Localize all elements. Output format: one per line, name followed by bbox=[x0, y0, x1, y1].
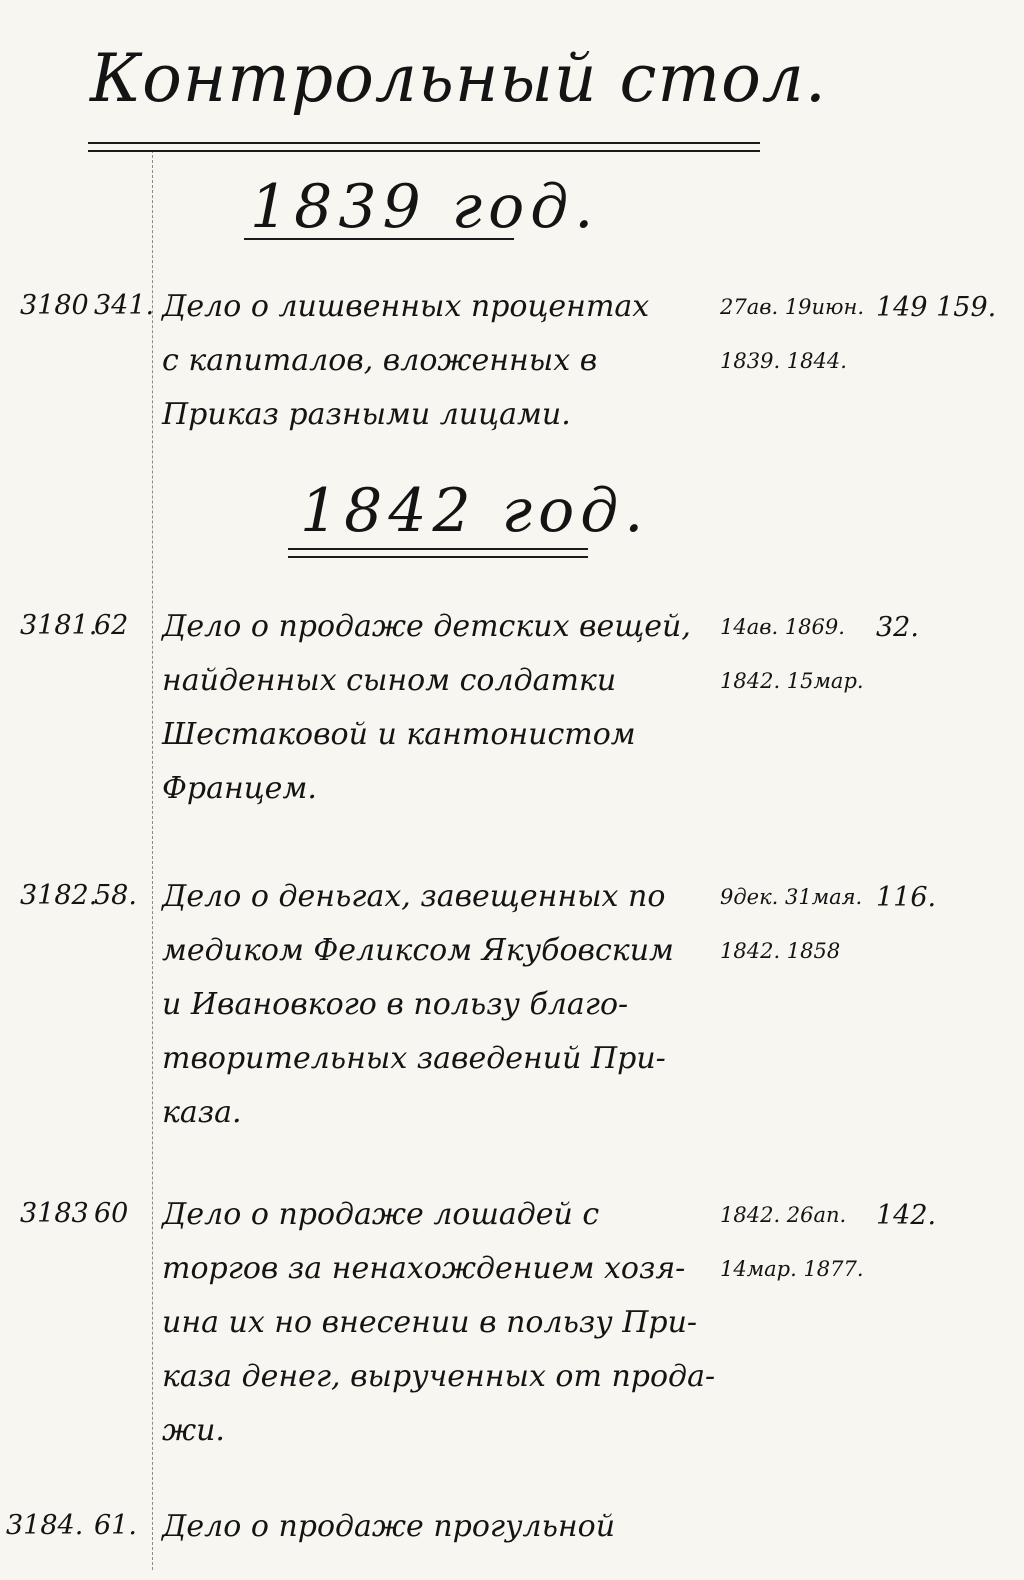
entry-line: Дело о продаже прогульной bbox=[162, 1509, 616, 1544]
entry-date-end: 1842. 1858 bbox=[720, 939, 841, 963]
entry-pages: 116. bbox=[876, 882, 937, 913]
entry-date-start: 9дек. 31мая. bbox=[720, 885, 863, 909]
year-underline-second bbox=[288, 556, 588, 558]
entry-date-start: 14ав. 1869. bbox=[720, 615, 845, 639]
entry-pages: 149 159. bbox=[876, 292, 997, 323]
entry-number: 3184. bbox=[6, 1510, 84, 1541]
entry-pages: 32. bbox=[876, 612, 919, 643]
entry-sheet: 61. bbox=[94, 1510, 137, 1541]
heading-underline-second bbox=[88, 150, 760, 152]
entry-date-end: 1842. 15мар. bbox=[720, 669, 864, 693]
year-underline bbox=[288, 548, 588, 550]
entry-sheet: 341. bbox=[94, 290, 155, 321]
margin-line bbox=[152, 150, 153, 1570]
entry-text bbox=[162, 280, 722, 442]
year-underline bbox=[244, 238, 514, 240]
entry-number: 3183 bbox=[20, 1198, 89, 1229]
entry-number: 3181. bbox=[20, 610, 98, 641]
entry-line: Дело о продаже детских вещей, bbox=[162, 609, 691, 644]
entry-dates bbox=[720, 600, 870, 708]
entry-text bbox=[162, 600, 722, 816]
entry-line: каза. bbox=[162, 1095, 242, 1130]
entry-line: каза денег, вырученных от прода- bbox=[162, 1359, 716, 1394]
entry-line: творительных заведений При- bbox=[162, 1041, 666, 1076]
section-year: 1839 год. bbox=[250, 172, 600, 242]
entry-line: жи. bbox=[162, 1413, 225, 1448]
page-heading: Контрольный стол. bbox=[90, 40, 827, 117]
entry-line: медиком Феликсом Якубовским bbox=[162, 933, 674, 968]
entry-line: Приказ разными лицами. bbox=[162, 397, 571, 432]
heading-underline bbox=[88, 142, 760, 144]
section-year: 1842 год. bbox=[300, 476, 650, 546]
entry-text bbox=[162, 1188, 722, 1458]
entry-date-end: 1839. 1844. bbox=[720, 349, 847, 373]
entry-line: Дело о деньгах, завещенных по bbox=[162, 879, 666, 914]
entry-line: торгов за ненахождением хозя- bbox=[162, 1251, 686, 1286]
entry-date-start: 1842. 26ап. bbox=[720, 1203, 847, 1227]
entry-line: найденных сыном солдатки bbox=[162, 663, 617, 698]
entry-sheet: 58. bbox=[94, 880, 137, 911]
entry-text bbox=[162, 870, 722, 1140]
entry-date-end: 14мар. 1877. bbox=[720, 1257, 864, 1281]
entry-dates bbox=[720, 1188, 870, 1296]
entry-number: 3180 bbox=[20, 290, 89, 321]
entry-line: и Ивановкого в пользу благо- bbox=[162, 987, 629, 1022]
entry-sheet: 60 bbox=[94, 1198, 129, 1229]
entry-line: Шестаковой и кантонистом bbox=[162, 717, 636, 752]
entry-text bbox=[162, 1500, 722, 1554]
entry-line: Дело о продаже лошадей с bbox=[162, 1197, 600, 1232]
entry-dates bbox=[720, 280, 870, 388]
entry-number: 3182. bbox=[20, 880, 98, 911]
entry-line: Дело о лишвенных процентах bbox=[162, 289, 650, 324]
entry-line: Францем. bbox=[162, 771, 317, 806]
entry-dates bbox=[720, 870, 870, 978]
entry-date-start: 27ав. 19июн. bbox=[720, 295, 865, 319]
entry-pages: 142. bbox=[876, 1200, 937, 1231]
entry-line: с капиталов, вложенных в bbox=[162, 343, 598, 378]
entry-line: ина их но внесении в пользу При- bbox=[162, 1305, 698, 1340]
entry-sheet: 62 bbox=[94, 610, 129, 641]
